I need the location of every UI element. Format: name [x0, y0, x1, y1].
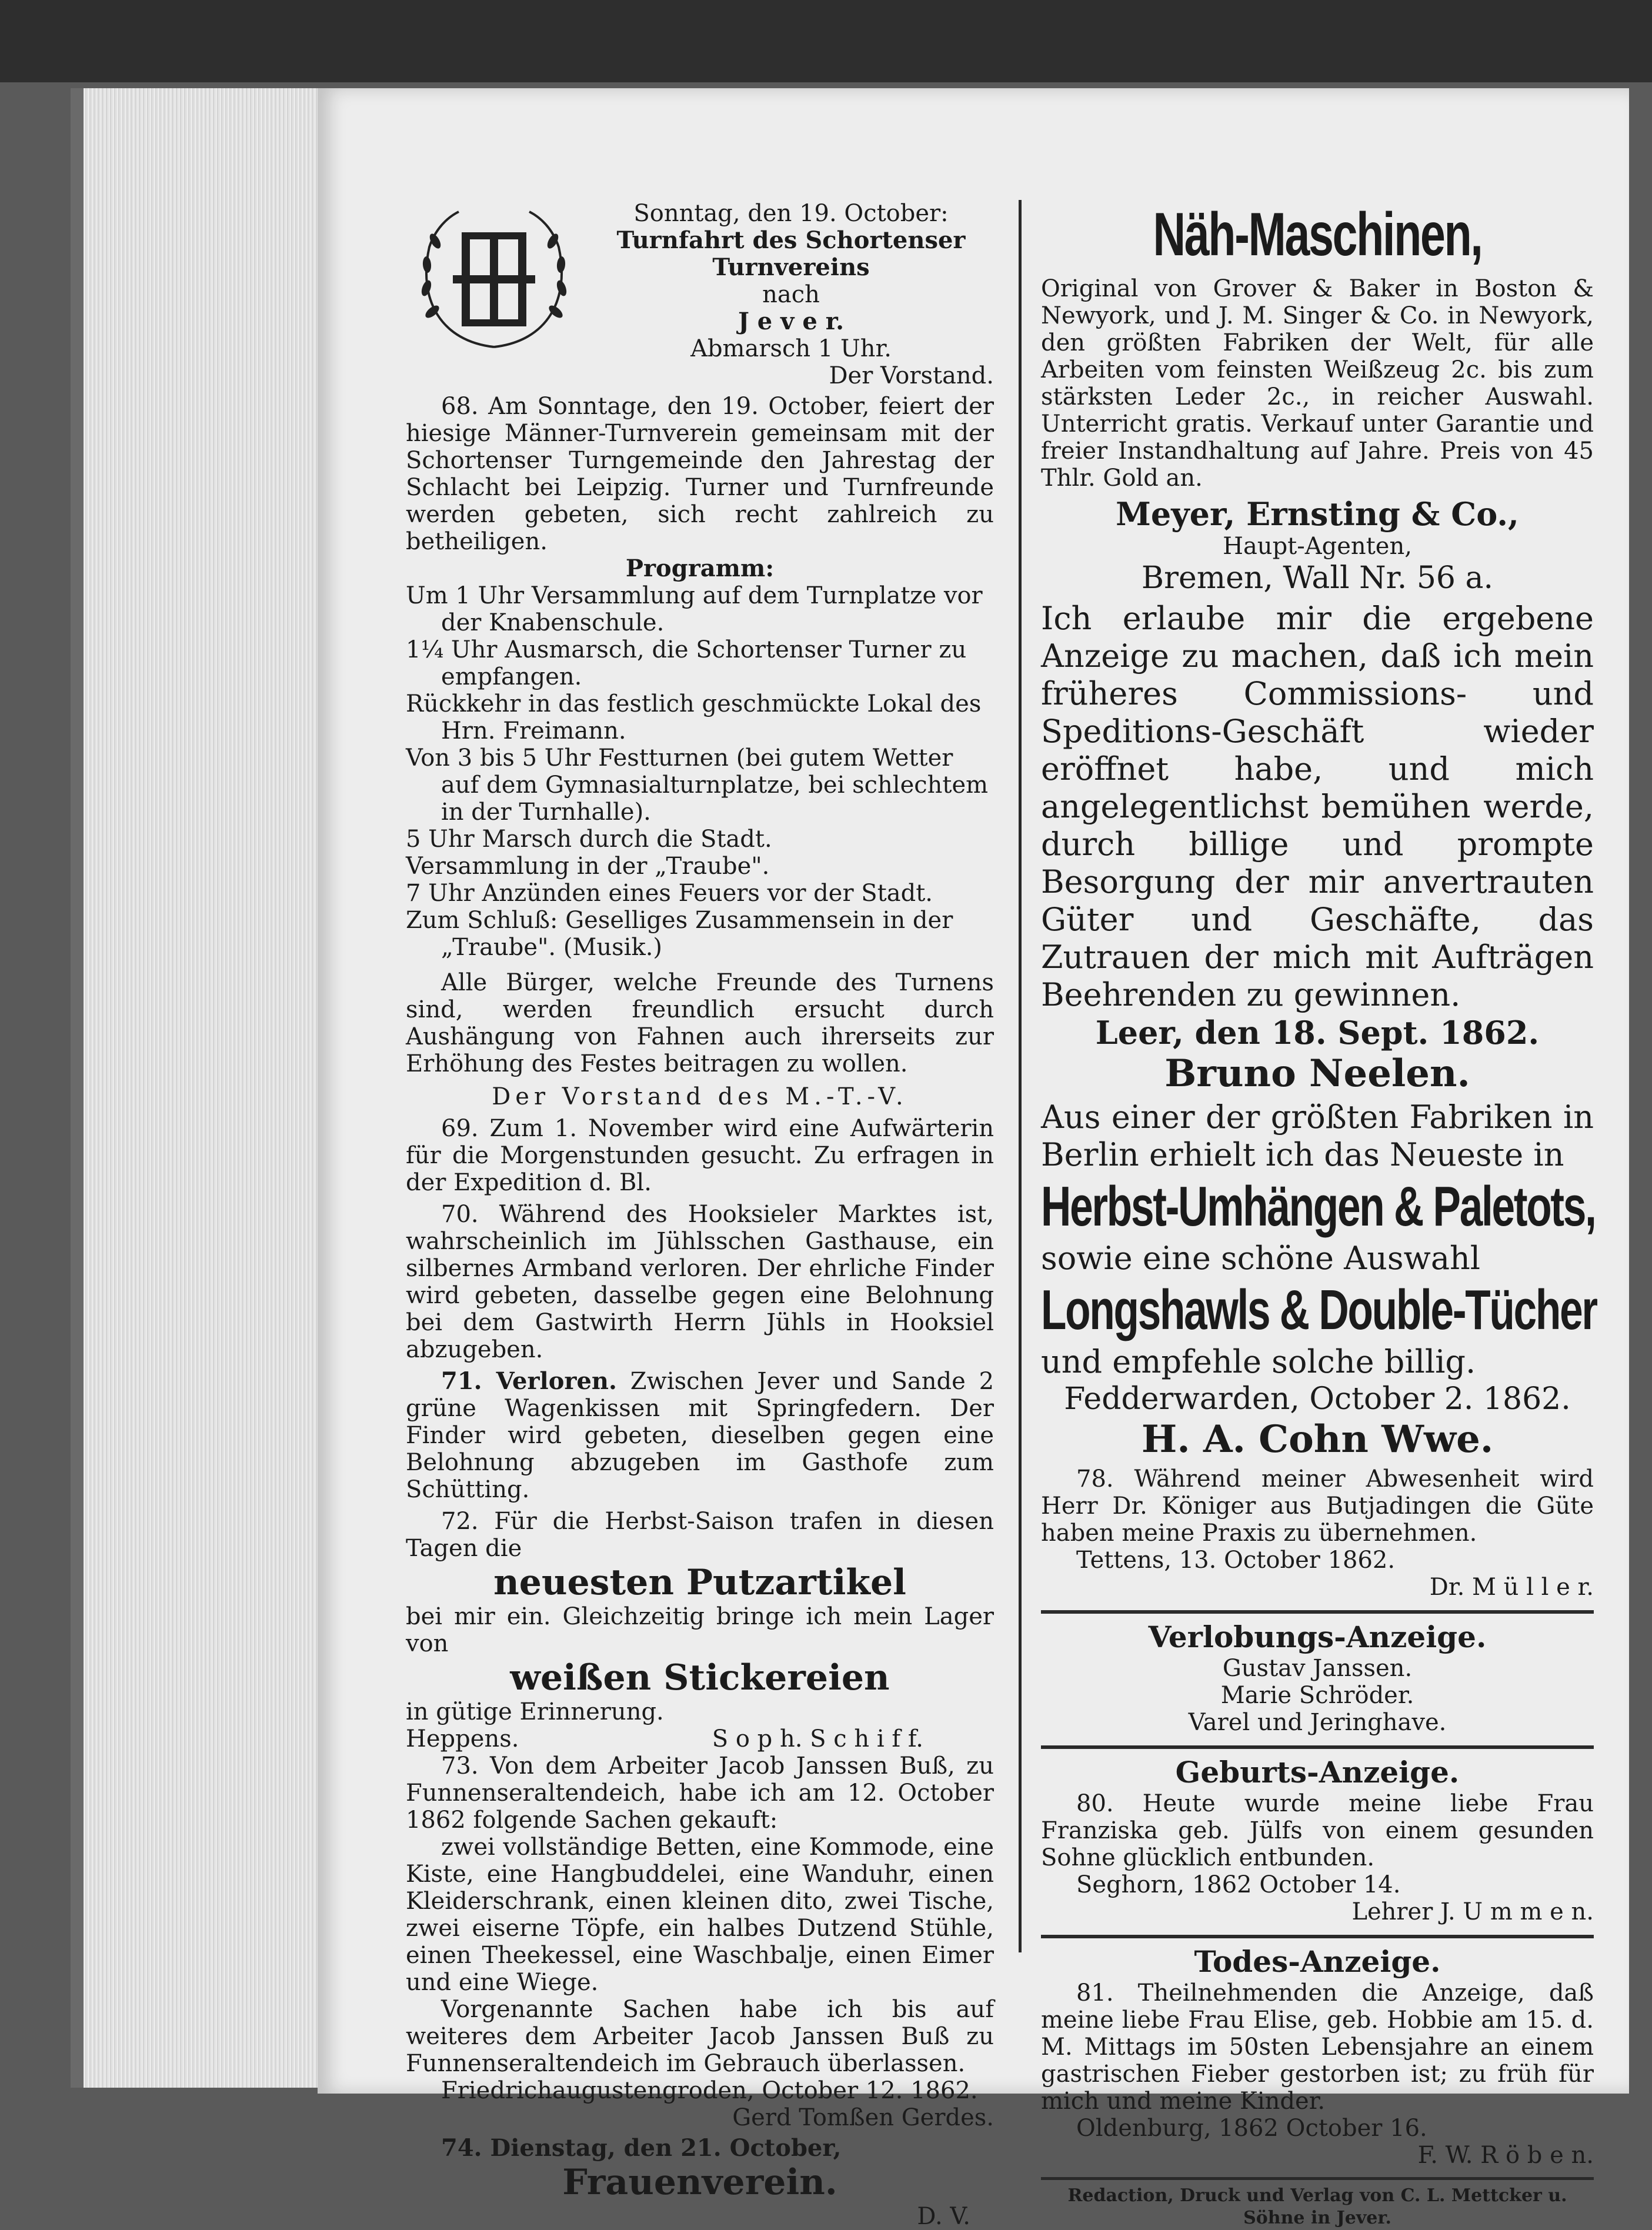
fabrik-text: Aus einer der größten Fabriken in Berlin erhielt ich das Neueste in	[1041, 1099, 1594, 1173]
turnfahrt-title-1: Turnfahrt des Schortenser	[616, 226, 966, 254]
ad-70-text: 70. Während des Hooksieler Marktes ist, wahrscheinlich im Jühlsschen Gasthause, ein silbernes Armband verloren. Der ehrliche Finder wird gebeten, dasselbe gegen eine Belohnung bei dem Gastwirth Herrn Jühls in Hooksiel abzugeben.	[406, 1201, 994, 1363]
book-page-edges	[71, 88, 319, 2088]
turnfahrt-signer: Der Vorstand.	[829, 362, 994, 389]
programm-item: Rückkehr in das festlich geschmückte Lokal des Hrn. Freimann.	[406, 690, 982, 745]
programm-item: 1¼ Uhr Ausmarsch, die Schortenser Turner zu empfangen.	[406, 636, 967, 690]
commission-text: Ich erlaube mir die ergebene Anzeige zu machen, daß ich mein früheres Commissions- und Speditions-Geschäft wieder eröffnet habe, und mich angelegentlichst bemühen werde, durch billige und prompte Besorgung der mir anvertrauten Güter und Geschäfte, das Zutrauen der mich mit Aufträgen Beehrenden zu gewinnen.	[1041, 600, 1594, 1013]
footer-rule	[1041, 2177, 1594, 2180]
buerger-text: Alle Bürger, welche Freunde des Turnens sind, werden freundlich ersucht durch Aushängung von Fahnen auch ihrerseits zur Erhöhung des Festes beitragen zu wollen.	[406, 969, 994, 1077]
programm-item: Zum Schluß: Geselliges Zusammensein in der „Traube". (Musik.)	[406, 907, 953, 961]
turnfahrt-date: Sonntag, den 19. October:	[633, 200, 949, 227]
ad-73-place: Friedrichaugustengroden, October 12. 1862.	[441, 2077, 978, 2104]
naeh-maschinen-text: Original von Grover & Baker in Boston & Newyork, und J. M. Singer & Co. in Newyork, den größten Fabriken der Welt, für alle Arbeiten vom feinsten Weißzeug 2c. bis zum stärksten Leder 2c., in reicher Auswahl. Unterricht gratis. Verkauf unter Garantie und freier Instandhaltung auf Jahre. Preis von 45 Thlr. Gold an.	[1041, 275, 1594, 492]
ad-71	[406, 1368, 994, 1503]
turner-cross-emblem-icon	[406, 200, 582, 359]
ad-71-text: Zwischen Jever und Sande 2 grüne Wagenkissen mit Springfedern. Der Finder wird gebeten, dieselben gegen eine Belohnung abzugeben im Gasthofe zum Schütting.	[406, 1368, 994, 1503]
turnfahrt-abmarsch: Abmarsch 1 Uhr.	[690, 335, 892, 362]
programm-item: 7 Uhr Anzünden eines Feuers vor der Stadt.	[406, 880, 933, 907]
ad-72-signature: S o p h. S c h i f f.	[712, 1725, 923, 1752]
verlobung-name-1: Gustav Janssen.	[1222, 1655, 1413, 1682]
ad-74-text: 74. Dienstag, den 21. October,	[441, 2134, 842, 2162]
separator-rule	[1041, 1745, 1594, 1749]
ad-80-place: Seghorn, 1862 October 14.	[1076, 1871, 1401, 1898]
programm-item: Um 1 Uhr Versammlung auf dem Turnplatze vor der Knabenschule.	[406, 582, 983, 636]
ad-74-frauenverein: Frauenverein.	[562, 2162, 837, 2203]
ad-80-text: 80. Heute wurde meine liebe Frau Franziska geb. Jülfs von einem gesunden Sohne glücklich entbunden.	[1041, 1790, 1594, 1871]
separator-rule	[1041, 1935, 1594, 1938]
ad-73-note: Vorgenannte Sachen habe ich bis auf weiteres dem Arbeiter Jacob Janssen Buß zu Funnenseraltendeich im Gebrauch überlassen.	[406, 1996, 994, 2077]
verlobung-title: Verlobungs-Anzeige.	[1148, 1620, 1487, 1654]
ad-72-stickereien: weißen Stickereien	[510, 1657, 890, 1698]
ad-73-signature: Gerd Tomßen Gerdes.	[732, 2104, 994, 2131]
left-column	[406, 200, 994, 2230]
programm-item: Von 3 bis 5 Uhr Festturnen (bei gutem Wetter auf dem Gymnasialturnplatze, bei schlechtem in der Turnhalle).	[406, 745, 989, 826]
bremen-address: Bremen, Wall Nr. 56 a.	[1141, 560, 1494, 596]
turnfahrt-place: J e v e r.	[737, 308, 845, 335]
ad-72-middle: bei mir ein. Gleichzeitig bringe ich mein Lager von	[406, 1603, 994, 1657]
programm-title: Programm:	[625, 555, 775, 582]
ad-81-place: Oldenburg, 1862 October 16.	[1076, 2115, 1427, 2142]
programm-item: Versammlung in der „Traube".	[406, 853, 770, 880]
ad-71-heading: 71. Verloren.	[441, 1367, 617, 1395]
ad-72-place: Heppens.	[406, 1725, 519, 1752]
sowie-auswahl: sowie eine schöne Auswahl	[1041, 1240, 1481, 1277]
ad-81-signature: F. W. R ö b e n.	[1417, 2142, 1594, 2169]
scan-background	[0, 0, 1652, 82]
ad-78-text: 78. Während meiner Abwesenheit wird Herr Dr. Königer aus Butjadingen die Güte haben meine Praxis zu übernehmen.	[1041, 1465, 1594, 1547]
ad-72-erinnerung: in gütige Erinnerung.	[406, 1698, 664, 1725]
column-divider	[1019, 200, 1022, 1952]
turnfahrt-title-2: Turnvereins	[712, 253, 870, 281]
empfehle-text: und empfehle solche billig.	[1041, 1343, 1476, 1380]
imprint-footer: Redaction, Druck und Verlag von C. L. Mettcker u. Söhne in Jever.	[1067, 2185, 1567, 2228]
bruno-neelen: Bruno Neelen.	[1164, 1051, 1470, 1096]
ad-69-text: 69. Zum 1. November wird eine Aufwärterin für die Morgenstunden gesucht. Zu erfragen in der Expedition d. Bl.	[406, 1115, 994, 1196]
ad-72-intro: 72. Für die Herbst-Saison trafen in diesen Tagen die	[406, 1508, 994, 1562]
turnfahrt-ad	[406, 200, 994, 389]
fedderwarden-date: Fedderwarden, October 2. 1862.	[1064, 1381, 1571, 1417]
verlobung-name-2: Marie Schröder.	[1220, 1682, 1414, 1709]
ad-80-signature: Lehrer J. U m m e n.	[1351, 1898, 1594, 1925]
meyer-ernsting: Meyer, Ernsting & Co.,	[1116, 495, 1519, 533]
right-column	[1041, 200, 1597, 2229]
naeh-maschinen-title: Näh-Maschinen,	[1153, 201, 1482, 269]
cohn-wwe: H. A. Cohn Wwe.	[1141, 1417, 1494, 1461]
ad-81-text: 81. Theilnehmenden die Anzeige, daß meine liebe Frau Elise, geb. Hobbie am 15. d. M. Mittags im 50sten Lebensjahre an einem gastrischen Fieber gestorben ist; zu früh für mich und meine Kinder.	[1041, 1979, 1594, 2115]
geburt-title: Geburts-Anzeige.	[1175, 1755, 1460, 1790]
leer-date: Leer, den 18. Sept. 1862.	[1095, 1014, 1540, 1051]
verlobung-places: Varel und Jeringhave.	[1188, 1709, 1447, 1736]
programm-item: 5 Uhr Marsch durch die Stadt.	[406, 826, 772, 853]
ad-73-items: zwei vollständige Betten, eine Kommode, eine Kiste, eine Hangbuddelei, eine Wanduhr, einen Kleiderschrank, einen kleinen dito, zwei Tische, zwei eiserne Töpfe, ein halbes Dutzend Stühle, einen Theekessel, eine Waschbalje, einen Eimer und eine Wiege.	[406, 1834, 994, 1996]
ad-78-place: Tettens, 13. October 1862.	[1076, 1547, 1396, 1574]
newspaper-page	[318, 88, 1629, 2230]
ad-68-text: 68. Am Sonntage, den 19. October, feiert der hiesige Männer-Turnverein gemeinsam mit der Schortenser Turngemeinde den Jahrestag der Schlacht bei Leipzig. Turner und Turnfreunde werden gebeten, sich recht zahlreich zu betheiligen.	[406, 393, 994, 555]
ad-78-signature: Dr. M ü l l e r.	[1429, 1574, 1594, 1601]
haupt-agenten: Haupt-Agenten,	[1223, 533, 1412, 560]
ad-72-putzartikel: neuesten Putzartikel	[493, 1562, 906, 1603]
book-spine	[71, 88, 84, 2088]
ad-72-footer	[406, 1725, 994, 1752]
ad-73-text: 73. Von dem Arbeiter Jacob Janssen Buß, zu Funnenseraltendeich, habe ich am 12. October 1862 folgende Sachen gekauft:	[406, 1752, 994, 1834]
separator-rule	[1041, 1610, 1594, 1614]
ad-74-signature: D. V.	[917, 2203, 970, 2230]
herbst-umhaengen: Herbst-Umhängen & Paletots,	[1041, 1175, 1596, 1238]
vorstand-mtv: Der Vorstand des M.-T.-V.	[492, 1083, 908, 1110]
todes-title: Todes-Anzeige.	[1194, 1944, 1441, 1979]
longshawls: Longshawls & Double-Tücher	[1041, 1278, 1597, 1341]
turnfahrt-nach: nach	[762, 281, 820, 308]
